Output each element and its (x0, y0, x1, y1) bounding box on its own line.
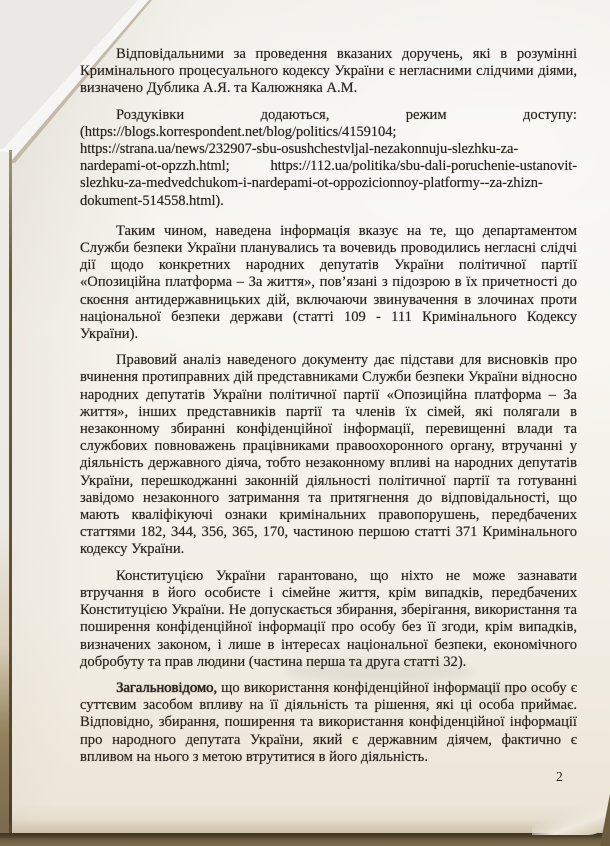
links-intro-word: доступу: (522, 106, 577, 123)
links-intro-word: додаються, (260, 106, 330, 123)
links-intro-line (80, 107, 577, 124)
page-bottom-shadow (0, 819, 610, 833)
paragraph-rest: що використання конфіденційної інформації про особу є суттєвим засобом впливу на її діяльність та рішення, які ці особа приймає. Відповідно, збирання, поширення та використання конфіденційної інформації про народного депутата України, який є державним діячем, фактично є впливом на нього з метою втрутитися в його діяльність. (80, 679, 577, 765)
links-intro-word: режим (405, 106, 447, 123)
paragraph-conclusion-surveillance: Таким чином, наведена інформація вказує на те, що департаментом Служби безпеки України планувались та вочевидь проводились негласні слідчі дії щодо конкретних народних депутатів України політичної партії «Опозиційна платформа – За життя», пов’язані з підозрою в їх причетності до скоєння антидержавницьких дій, включаючи звинувачення в злочинах проти національної безпеки держави (статті 109 - 111 Кримінального Кодексу України). (80, 222, 577, 343)
page-number: 2 (556, 769, 563, 784)
url-strana-end-and-112ua-start (80, 158, 577, 175)
page-bottom-right-curl (532, 805, 610, 835)
url-112ua-part3: dokument-514558.html). (80, 192, 224, 209)
paragraph-constitution-article-32: Конституцією України гарантовано, що ніхто не може зазнавати втручання в його особисте і сімейне життя, крім випадків, передбачених Конституцією України. Не допускається збирання, зберігання, використання та поширення конфіденційної інформації про особу без її згоди, крім випадків, визначених законом, і лише в інтересах національної безпеки, економічного добробуту та прав людини (частина перша та друга статті 32). (80, 567, 577, 670)
links-intro-word: Роздуківки (116, 106, 185, 123)
paragraph-confidential-information-influence (80, 680, 577, 766)
url-112ua-part1: https://112.ua/politika/sbu-dali-poruchenie-ustanovit- (270, 158, 577, 175)
paragraph-legal-analysis: Правовий аналіз наведеного документу дає підстави для висновків про вчинення протиправних дій представниками Служби безпеки України відносно народних депутатів України політичної партії «Опозиційна платформа – За життя», інших представників партії та членів їх сімей, які полягали в незаконному збиранні конфіденційної інформації, перевищенні влади та службових повноважень працівниками правоохоронного органу, втручанні у діяльність державного діяча, тобто незаконному впливі на народних депутатів України, перешкоджанні законній діяльності політичної партії та готуванні завідомо незаконного затримання та притягнення до відповідальності, що мають кваліфікуючі ознаки кримінальних правопорушень, передбачених статтями 182, 344, 356, 365, 170, частиною першою статті 371 Кримінального кодексу України. (80, 352, 577, 558)
paragraph-printouts-links (80, 107, 577, 210)
url-korrespondent: (https://blogs.korrespondent.net/blog/politics/4159104; (80, 123, 397, 140)
url-112ua-part2: slezhku-za-medvedchukom-i-nardepami-ot-oppozicionnoy-platformy--za-zhizn- (80, 175, 543, 192)
url-strana-part2: nardepami-ot-opzzh.html; (80, 158, 230, 175)
paragraph-lead-word: Загальновідомо, (116, 679, 217, 696)
url-strana-part1: https://strana.ua/news/232907-sbu-osushchestvljal-nezakonnuju-slezhku-za- (80, 141, 519, 158)
paragraph-responsible-officers: Відповідальними за проведення вказаних доручень, які в розумінні Кримінального процесуального кодексу України є негласними слідчими діями, визначено Дублика А.Я. та Калюжняка А.М. (80, 46, 577, 97)
backing-board-bottom-strip (0, 833, 610, 846)
